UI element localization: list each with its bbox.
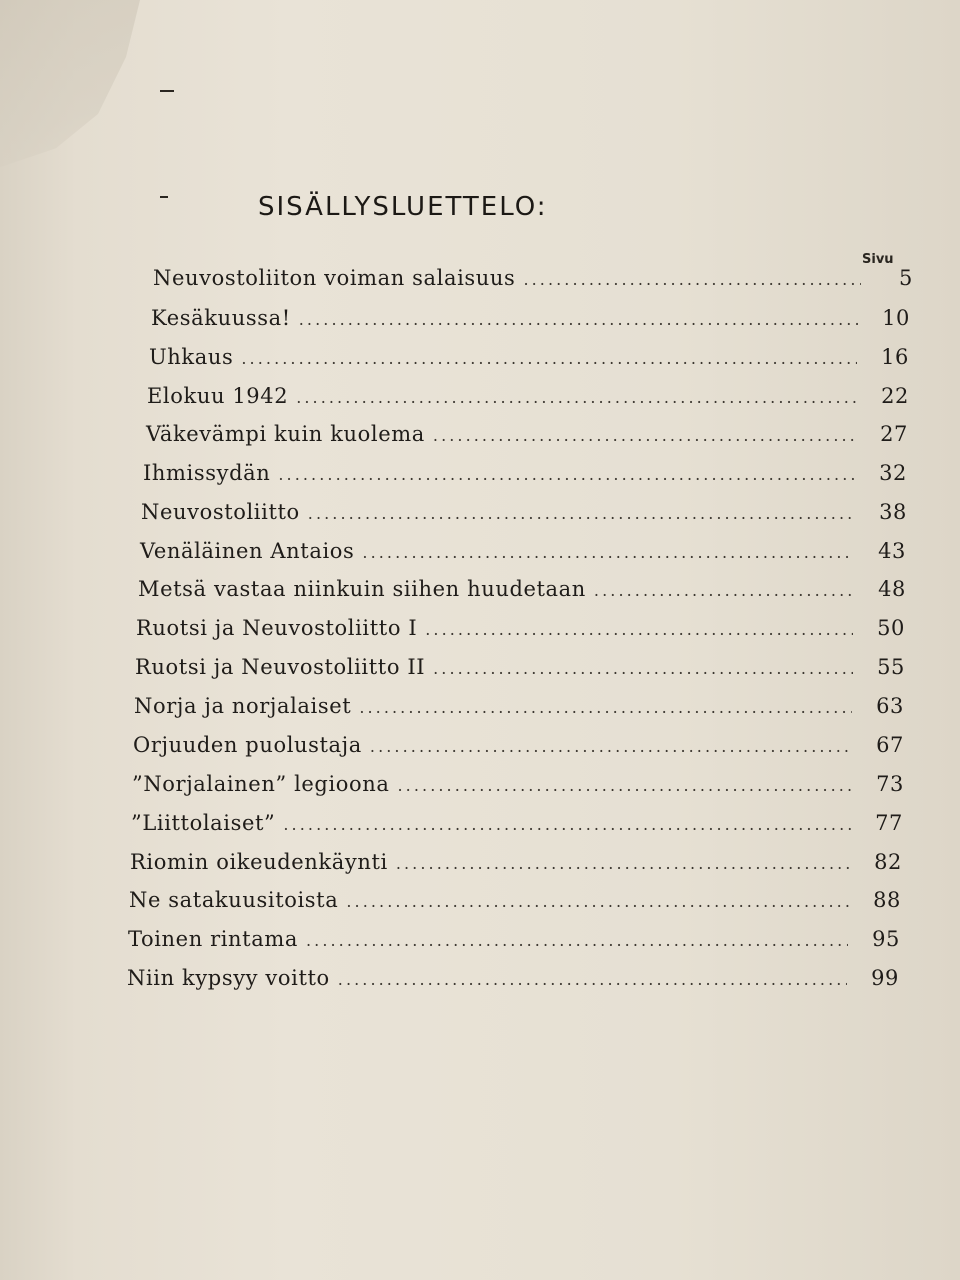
toc-entry-page: 50 — [877, 616, 905, 640]
dot-leader — [278, 465, 855, 484]
toc-entry-title: Orjuuden puolustaja — [133, 733, 362, 757]
dot-leader — [359, 698, 852, 717]
dot-leader — [433, 659, 853, 678]
toc-entry-title: Ruotsi ja Neuvostoliitto II — [135, 655, 426, 679]
toc-entry-title: ”Liittolaiset” — [131, 811, 276, 835]
toc-entry-title: Kesäkuussa! — [151, 306, 291, 330]
dot-leader — [283, 815, 851, 834]
toc-entry — [135, 655, 905, 689]
dot-leader — [296, 388, 857, 407]
toc-entry — [132, 772, 904, 806]
toc-entry-page: 16 — [881, 345, 909, 369]
dot-leader — [299, 310, 858, 329]
toc-entry-page: 63 — [876, 694, 904, 718]
toc-entry-title: Metsä vastaa niinkuin siihen huudetaan — [138, 577, 586, 601]
toc-entry-page: 67 — [876, 733, 904, 757]
dot-leader — [241, 349, 857, 368]
toc-entry-page: 5 — [899, 266, 913, 290]
toc-entry-page: 82 — [874, 850, 902, 874]
dot-leader — [594, 581, 854, 600]
toc-entry-page: 99 — [871, 966, 899, 990]
toc-entry-page: 95 — [872, 927, 900, 951]
dot-leader — [308, 504, 855, 523]
dot-leader — [425, 620, 853, 639]
dot-leader — [396, 854, 850, 873]
toc-entry-title: Riomin oikeudenkäynti — [130, 850, 388, 874]
toc-entry-title: Elokuu 1942 — [147, 384, 289, 408]
toc-entry — [146, 422, 908, 456]
toc-entry-page: 55 — [877, 655, 905, 679]
toc-entry-page: 48 — [878, 577, 906, 601]
toc-entry — [153, 266, 913, 300]
dot-leader — [370, 737, 852, 756]
toc-entry-page: 27 — [880, 422, 908, 446]
toc-entry-page: 32 — [879, 461, 907, 485]
toc-entry — [143, 461, 907, 495]
toc-entry — [127, 966, 899, 1000]
toc-entry-page: 38 — [879, 500, 907, 524]
toc-entry-title: Neuvostoliitto — [141, 500, 300, 524]
toc-entry-title: Ruotsi ja Neuvostoliitto I — [136, 616, 418, 640]
dot-leader — [523, 270, 861, 289]
toc-entry-page: 43 — [878, 539, 906, 563]
toc-entry — [138, 577, 906, 611]
toc-entry — [147, 384, 909, 418]
toc-entry-page: 88 — [873, 888, 901, 912]
toc-entry — [131, 811, 903, 845]
dot-leader — [338, 970, 847, 989]
toc-heading: SISÄLLYSLUETTELO: — [258, 192, 548, 222]
dot-leader — [362, 543, 854, 562]
toc-entry — [151, 306, 910, 340]
toc-entry — [140, 539, 906, 573]
toc-entry-title: Venäläinen Antaios — [140, 539, 355, 563]
toc-entry-title: Uhkaus — [149, 345, 234, 369]
toc-entry-title: ”Norjalainen” legioona — [132, 772, 390, 796]
toc-entry — [149, 345, 909, 379]
toc-entry-page: 22 — [881, 384, 909, 408]
toc-entry — [133, 733, 904, 767]
toc-entry — [130, 850, 902, 884]
toc-entry-title: Toinen rintama — [128, 927, 298, 951]
toc-entry-title: Neuvostoliiton voiman salaisuus — [153, 266, 516, 290]
toc-entry — [134, 694, 904, 728]
page-column-header: Sivu — [862, 252, 894, 267]
toc-entry-title: Väkevämpi kuin kuolema — [146, 422, 425, 446]
toc-entry-title: Ne satakuusitoista — [129, 888, 339, 912]
toc-entry — [128, 927, 900, 961]
toc-entry-title: Ihmissydän — [143, 461, 271, 485]
toc-entry — [141, 500, 907, 534]
toc-entry-page: 10 — [882, 306, 910, 330]
dot-leader — [398, 776, 853, 795]
toc-entry-title: Niin kypsyy voitto — [127, 966, 330, 990]
toc-entry — [129, 888, 901, 922]
dot-leader — [433, 426, 856, 445]
dot-leader — [306, 931, 848, 950]
dot-leader — [346, 892, 849, 911]
toc-entry-title: Norja ja norjalaiset — [134, 694, 352, 718]
toc-entry — [136, 616, 905, 650]
toc-entry-page: 73 — [876, 772, 904, 796]
toc-entry-page: 77 — [875, 811, 903, 835]
